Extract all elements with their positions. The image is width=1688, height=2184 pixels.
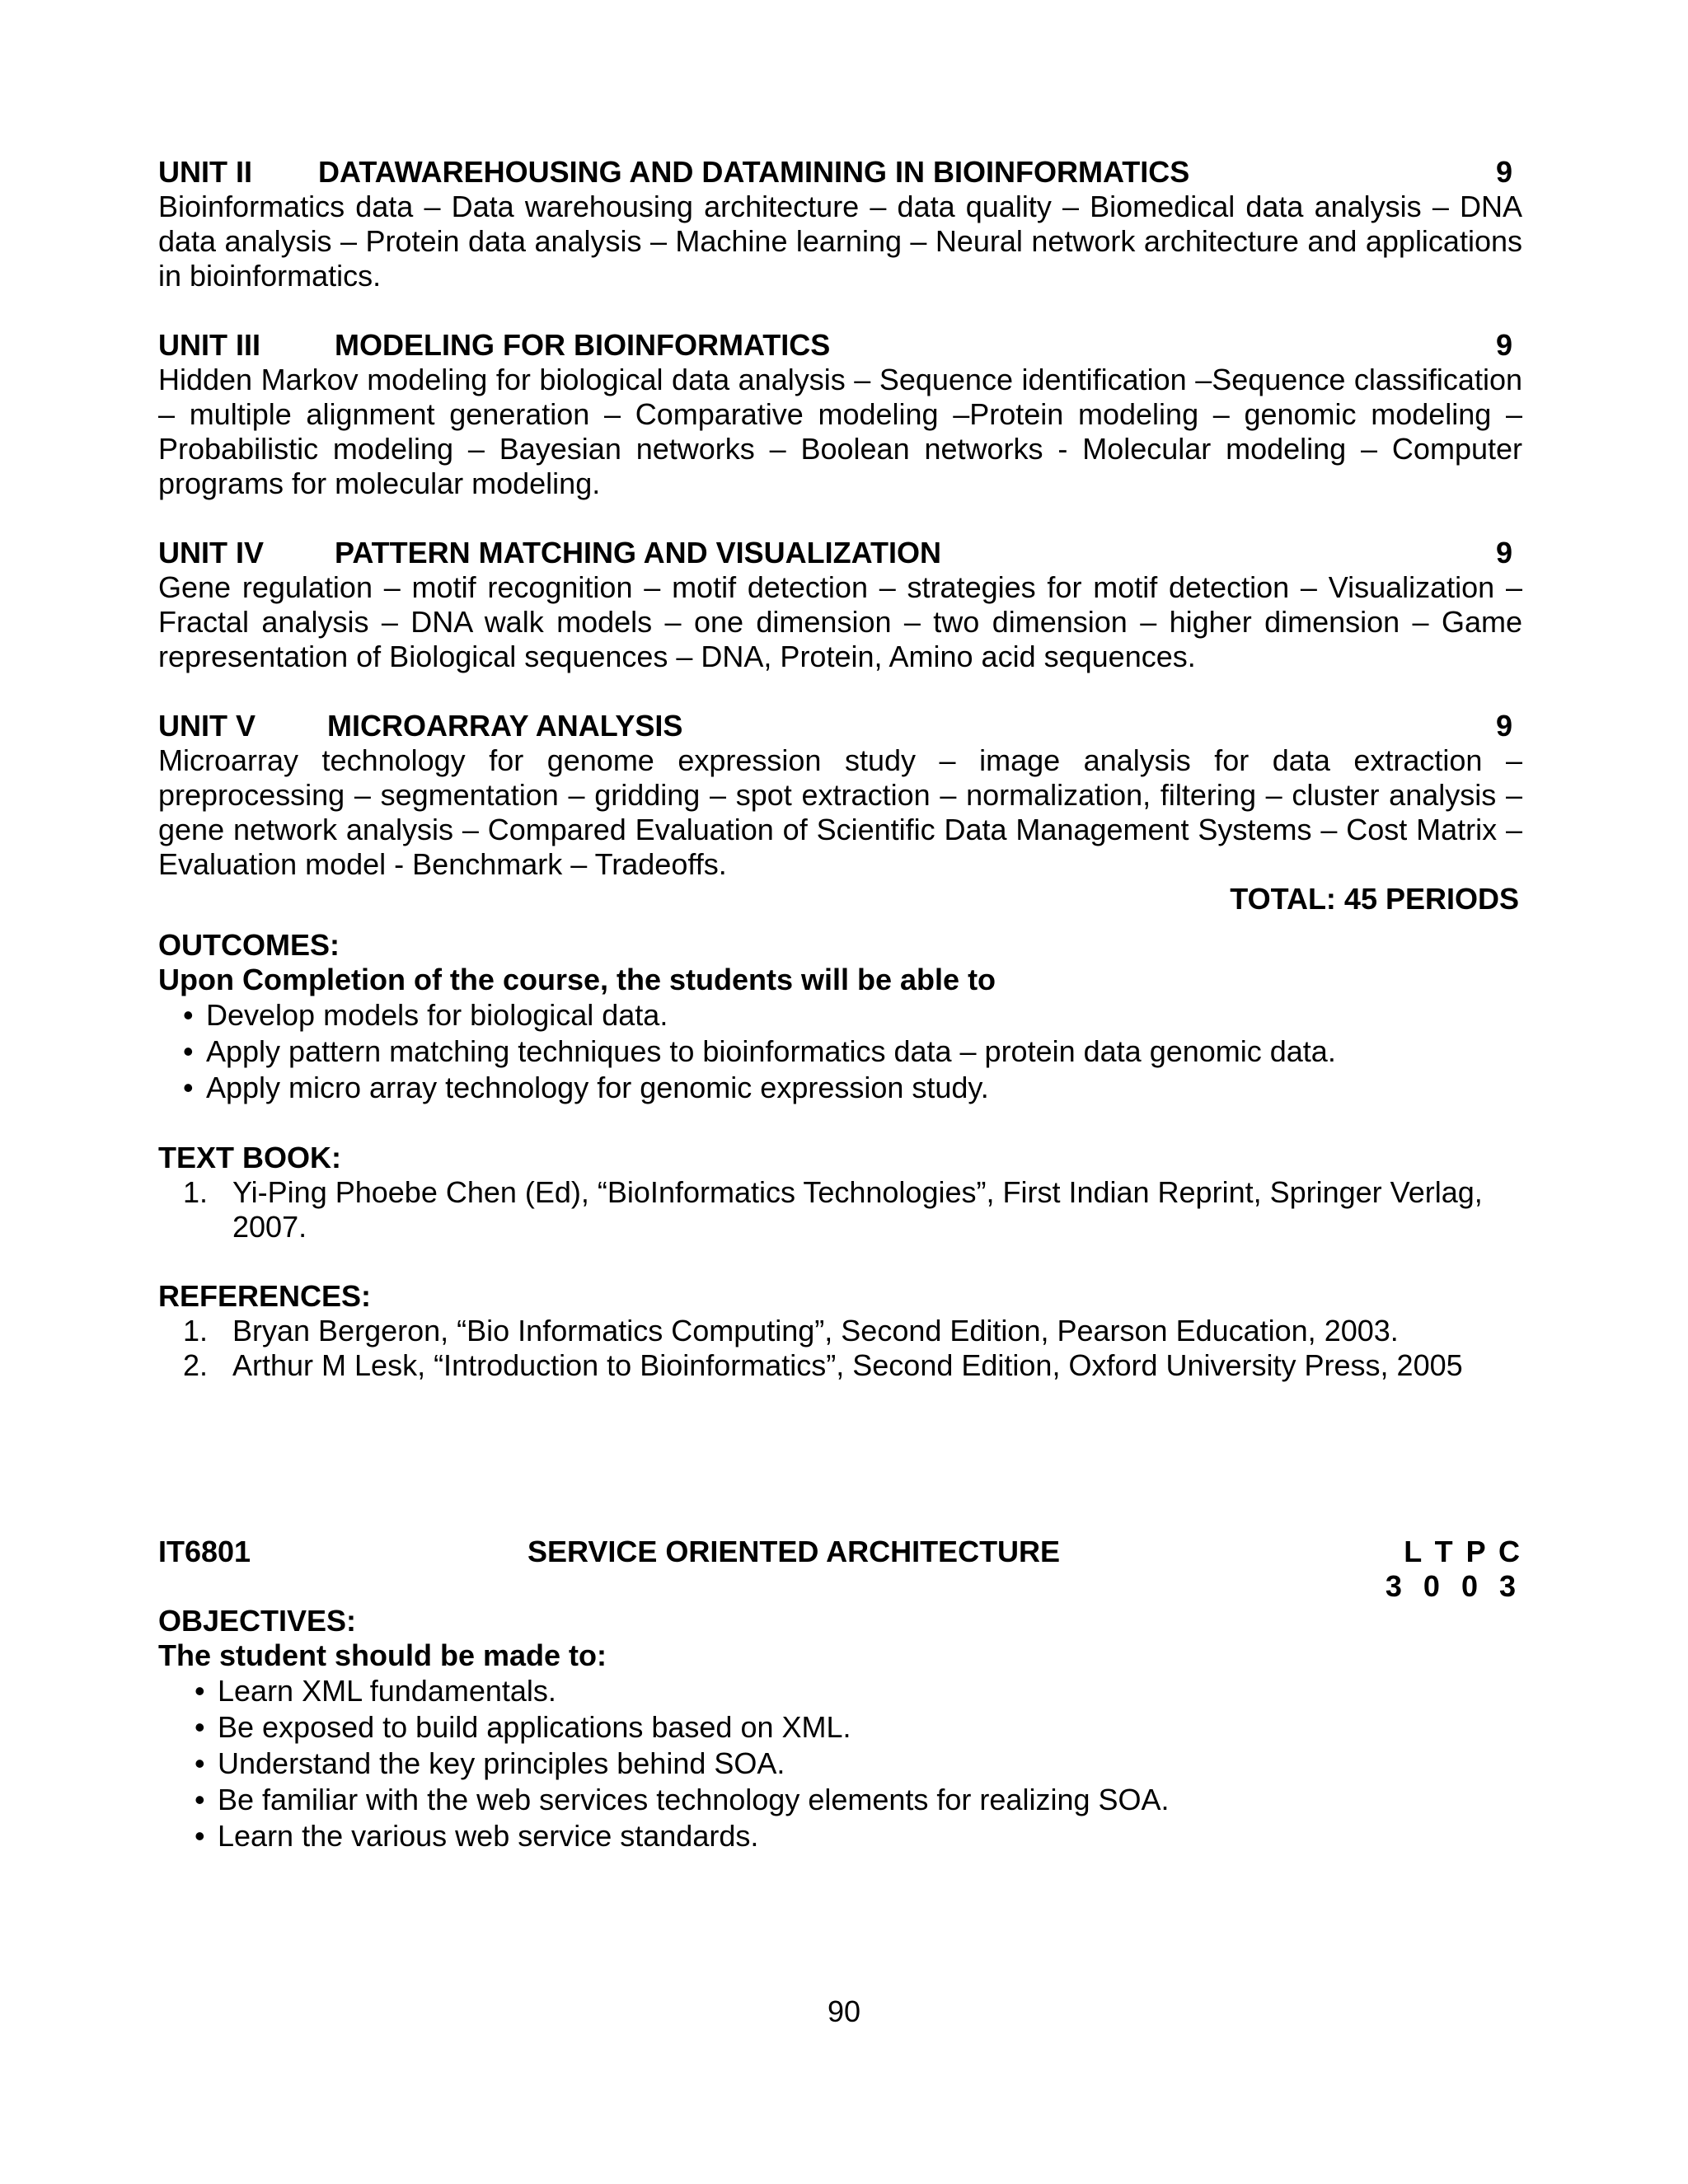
unit-body: Hidden Markov modeling for biological data analysis – Sequence identification –Sequence classification – multiple alignment generation – Comparative modeling –Protein modeling – genomic modeling – Probabilistic modeling – Bayesian networks – Boolean networks - Molecular modeling – Computer programs for molecular modeling. xyxy=(158,363,1522,500)
unit-title: PATTERN MATCHING AND VISUALIZATION xyxy=(335,536,941,569)
list-item: 1. Yi-Ping Phoebe Chen (Ed), “BioInformatics Technologies”, First Indian Reprint, Springer Verlag, 2007. xyxy=(183,1175,1483,1244)
unit-v-header xyxy=(158,709,1522,743)
outcomes-heading: OUTCOMES: xyxy=(158,928,340,962)
unit-number: UNIT II xyxy=(158,155,252,189)
bullet-icon: • xyxy=(183,1034,194,1068)
outcomes-section xyxy=(158,928,1522,1106)
list-item: • Apply micro array technology for genomic expression study. xyxy=(183,1071,989,1104)
bullet-icon: • xyxy=(195,1674,205,1708)
references-heading: REFERENCES: xyxy=(158,1279,372,1313)
unit-hours: 9 xyxy=(1495,536,1512,569)
unit-title: MICROARRAY ANALYSIS xyxy=(327,709,683,743)
unit-hours: 9 xyxy=(1495,328,1512,362)
outcomes-list xyxy=(158,997,1522,1106)
list-item: • Understand the key principles behind SOA. xyxy=(195,1746,785,1780)
unit-title: MODELING FOR BIOINFORMATICS xyxy=(335,328,831,362)
list-item: • Learn the various web service standards. xyxy=(195,1819,759,1853)
references-section xyxy=(158,1279,1522,1383)
unit-body: Gene regulation – motif recognition – motif detection – strategies for motif detection – Visualization – Fractal analysis – DNA walk models – one dimension – two dimension – higher dimension – Game representation of Biological sequences – DNA, Protein, Amino acid sequences. xyxy=(158,570,1522,673)
text-book-list xyxy=(158,1175,1522,1244)
objectives-intro: The student should be made to: xyxy=(158,1638,607,1672)
bullet-icon: • xyxy=(183,998,194,1032)
unit-hours: 9 xyxy=(1495,709,1512,743)
unit-body: Bioinformatics data – Data warehousing architecture – data quality – Biomedical data analysis – DNA data analysis – Protein data analysis – Machine learning – Neural network architecture and applications in bioinformatics. xyxy=(158,190,1522,293)
unit-ii-header xyxy=(158,155,1522,190)
page-content xyxy=(158,155,1522,1854)
objectives-heading: OBJECTIVES: xyxy=(158,1604,357,1638)
page-number: 90 xyxy=(827,1994,861,2028)
objectives-section xyxy=(158,1604,1522,1854)
list-item: • Develop models for biological data. xyxy=(183,998,668,1032)
list-item: • Be familiar with the web services technology elements for realizing SOA. xyxy=(195,1783,1170,1816)
course-header xyxy=(158,1535,1522,1569)
list-item: • Apply pattern matching techniques to bioinformatics data – protein data genomic data. xyxy=(183,1034,1336,1068)
bullet-icon: • xyxy=(195,1819,205,1853)
bullet-icon: • xyxy=(195,1710,205,1744)
unit-number: UNIT III xyxy=(158,328,260,362)
references-list xyxy=(158,1314,1522,1383)
unit-hours: 9 xyxy=(1495,155,1512,189)
list-item: • Be exposed to build applications based on XML. xyxy=(195,1710,851,1744)
unit-number: UNIT IV xyxy=(158,536,265,569)
ltpc-label: L T P C xyxy=(1404,1535,1522,1568)
unit-body: Microarray technology for genome expression study – image analysis for data extraction – preprocessing – segmentation – gridding – spot extraction – normalization, filtering – cluster analysis – gene network analysis – Compared Evaluation of Scientific Data Management Systems – Cost Matrix – Evaluation model - Benchmark – Tradeoffs. xyxy=(158,743,1522,881)
list-item: 1. Bryan Bergeron, “Bio Informatics Computing”, Second Edition, Pearson Education, 2003. xyxy=(183,1314,1399,1347)
list-item: 2. Arthur M Lesk, “Introduction to Bioinformatics”, Second Edition, Oxford University Press, 2005 xyxy=(183,1348,1463,1382)
unit-ii-section xyxy=(158,155,1522,293)
total-periods: TOTAL: 45 PERIODS xyxy=(1230,882,1519,916)
unit-iii-header xyxy=(158,328,1522,363)
unit-number: UNIT V xyxy=(158,709,256,743)
course-title: SERVICE ORIENTED ARCHITECTURE xyxy=(528,1535,1061,1568)
unit-title: DATAWAREHOUSING AND DATAMINING IN BIOINFORMATICS xyxy=(318,155,1190,189)
objectives-list xyxy=(158,1673,1522,1854)
text-book-heading: TEXT BOOK: xyxy=(158,1141,341,1174)
unit-iii-section xyxy=(158,328,1522,501)
bullet-icon: • xyxy=(195,1746,205,1780)
bullet-icon: • xyxy=(195,1783,205,1816)
course-code: IT6801 xyxy=(158,1535,251,1568)
outcomes-intro: Upon Completion of the course, the students will be able to xyxy=(158,963,996,996)
text-book-section xyxy=(158,1141,1522,1244)
unit-v-section xyxy=(158,709,1522,882)
bullet-icon: • xyxy=(183,1071,194,1104)
ltpc-values: 3 0 0 3 xyxy=(1385,1569,1522,1603)
unit-iv-header xyxy=(158,536,1522,570)
unit-iv-section xyxy=(158,536,1522,674)
list-item: • Learn XML fundamentals. xyxy=(195,1674,556,1708)
